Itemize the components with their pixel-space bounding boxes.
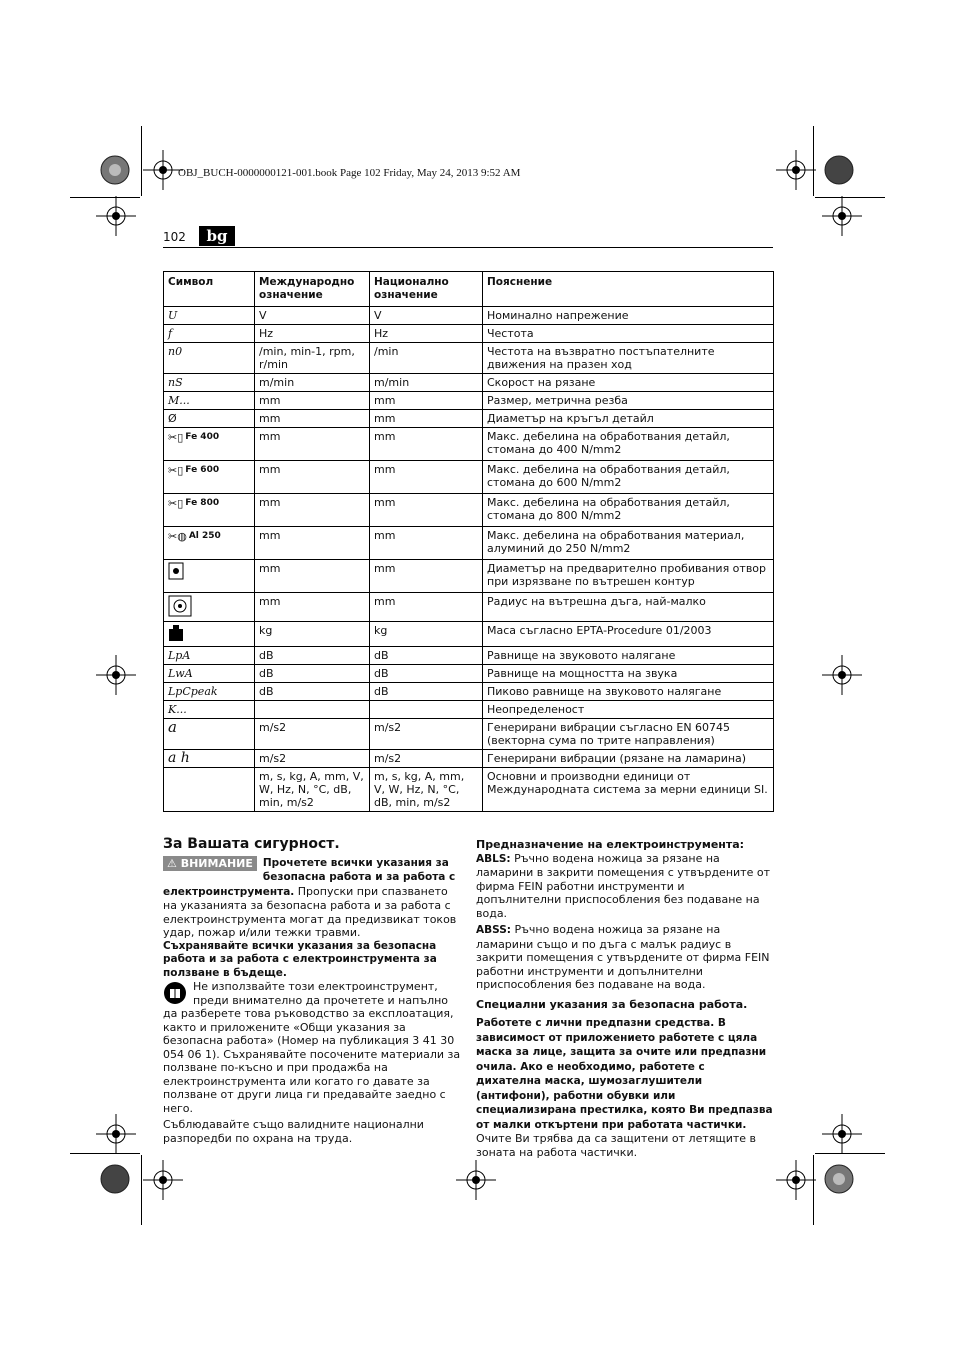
table-row: [164, 683, 774, 701]
desc-cell: Честота: [483, 325, 774, 343]
desc-cell: Неопределеност: [483, 701, 774, 719]
nat-cell: Hz: [370, 325, 483, 343]
symbol-cell: ✂▯ Fe 800: [164, 494, 255, 527]
nat-cell: m/s2: [370, 750, 483, 768]
symbol-cell: U: [164, 307, 255, 325]
sheet-steel-icon: ✂▯: [168, 430, 184, 444]
curve-radius-icon: [168, 595, 192, 617]
symbol-cell: ✂◍ Al 250: [164, 527, 255, 560]
desc-cell: Генерирани вибрации (рязане на ламарина): [483, 750, 774, 768]
abls-paragraph: ABLS: Ръчно водена ножица за рязане на ламарини в закрити помещения с утвърдените от фирма FEIN работни инструменти и допълнителни приспособления без подаване на вода.: [476, 851, 770, 920]
registration-mark: [96, 196, 136, 236]
symbol-cell: [164, 560, 255, 593]
table-row: [164, 719, 774, 750]
table-row: [164, 307, 774, 325]
purpose-section: [476, 838, 773, 1159]
table-row: [164, 701, 774, 719]
sheet-steel-icon: ✂▯: [168, 496, 184, 510]
regulations-paragraph: Съблюдавайте също валидните национални разпоредби по охрана на труда.: [163, 1118, 424, 1145]
desc-cell: Основни и производни единици от Международната система за мерни единици SI.: [483, 768, 774, 812]
page-number: 102: [163, 230, 186, 244]
manual-paragraph: Не използвайте този електроинструмент, преди внимателно да прочетете и напълно да разберете това ръководство за експлоатация, както и приложените «Общи указания за безопасна работа» (Номер на публикация 3 41 30 054 06 1). Съхранявайте посочените материали за ползване по-късно и при продажба на електроинструмента или когато го давате за ползване от други лица ги предавайте заедно с него.: [163, 980, 461, 1115]
intl-cell: m/s2: [255, 750, 370, 768]
intl-cell: mm: [255, 593, 370, 622]
warning-badge: ⚠ ВНИМАНИЕ: [163, 856, 257, 872]
desc-cell: Номинално напрежение: [483, 307, 774, 325]
table-row: [164, 461, 774, 494]
header-rule: [163, 247, 773, 248]
intl-cell: mm: [255, 410, 370, 428]
table-row: [164, 374, 774, 392]
nat-cell: dB: [370, 665, 483, 683]
registration-mark: [822, 196, 862, 236]
nat-cell: V: [370, 307, 483, 325]
crop-mark: [141, 126, 142, 196]
intl-cell: dB: [255, 665, 370, 683]
color-target-icon: [100, 155, 130, 185]
registration-mark: [776, 150, 816, 190]
symbol-cell: [164, 593, 255, 622]
intl-cell: mm: [255, 461, 370, 494]
intl-cell: dB: [255, 683, 370, 701]
desc-cell: Равнище на звуковото налягане: [483, 647, 774, 665]
nat-cell: mm: [370, 461, 483, 494]
color-target-icon: [824, 1164, 854, 1194]
nat-cell: /min: [370, 343, 483, 374]
symbol-cell: a: [164, 719, 255, 750]
intl-cell: mm: [255, 392, 370, 410]
special-title: Специални указания за безопасна работа.: [476, 997, 748, 1011]
desc-cell: Равнище на мощността на звука: [483, 665, 774, 683]
desc-cell: Макс. дебелина на обработвания детайл, стомана до 400 N/mm2: [483, 428, 774, 461]
nat-cell: mm: [370, 560, 483, 593]
nat-cell: mm: [370, 410, 483, 428]
symbol-cell: [164, 622, 255, 647]
desc-cell: Честота на възвратно постъпателните движения на празен ход: [483, 343, 774, 374]
desc-cell: Размер, метрична резба: [483, 392, 774, 410]
warning-paragraph: ⚠ ВНИМАНИЕ Прочетете всички указания за безопасна работа и за работа с електроинструмента. Пропуски при спазването на указанията за безопасна работа и за работа с електроинструмента могат да предизвикат токов удар, пожар и/или тежки травми.: [163, 856, 457, 939]
table-row: [164, 593, 774, 622]
table-row: [164, 428, 774, 461]
desc-cell: Пиково равнище на звуковото налягане: [483, 683, 774, 701]
symbol-cell: LpA: [164, 647, 255, 665]
intl-cell: m, s, kg, A, mm, V, W, Hz, N, °C, dB, min, m/s2: [255, 768, 370, 812]
desc-cell: Скорост на рязане: [483, 374, 774, 392]
intl-cell: V: [255, 307, 370, 325]
registration-mark: [96, 1114, 136, 1154]
symbol-cell: Ø: [164, 410, 255, 428]
sheet-steel-icon: ✂▯: [168, 463, 184, 477]
intl-cell: Hz: [255, 325, 370, 343]
intl-cell: mm: [255, 428, 370, 461]
nat-cell: m/min: [370, 374, 483, 392]
pre-drilled-hole-icon: [168, 562, 184, 580]
symbol-cell: a h: [164, 750, 255, 768]
symbol-cell: LwA: [164, 665, 255, 683]
symbol-cell: K...: [164, 701, 255, 719]
registration-mark: [143, 150, 183, 190]
table-row: [164, 647, 774, 665]
read-manual-icon: [163, 981, 187, 1005]
nat-cell: mm: [370, 593, 483, 622]
purpose-title: Предназначение на електроинструмента:: [476, 838, 745, 851]
language-badge: bg: [199, 226, 235, 246]
sheet-aluminium-icon: ✂◍: [168, 529, 187, 543]
table-row: [164, 768, 774, 812]
registration-mark: [143, 1160, 183, 1200]
table-row: [164, 750, 774, 768]
symbol-cell: nS: [164, 374, 255, 392]
registration-mark: [822, 1114, 862, 1154]
intl-cell: [255, 701, 370, 719]
table-row: [164, 494, 774, 527]
table-row: [164, 410, 774, 428]
table-header-row: [164, 272, 774, 307]
nat-cell: mm: [370, 392, 483, 410]
symbol-cell: n0: [164, 343, 255, 374]
safety-section: [163, 838, 461, 1145]
intl-cell: mm: [255, 494, 370, 527]
nat-cell: m/s2: [370, 719, 483, 750]
symbol-cell: f: [164, 325, 255, 343]
nat-cell: [370, 701, 483, 719]
intl-cell: m/min: [255, 374, 370, 392]
intl-cell: /min, min-1, rpm, r/min: [255, 343, 370, 374]
nat-cell: dB: [370, 647, 483, 665]
registration-mark: [822, 655, 862, 695]
desc-cell: Генерирани вибрации съгласно EN 60745 (векторна сума по трите направления): [483, 719, 774, 750]
color-target-icon: [824, 155, 854, 185]
special-paragraph: Работете с лични предпазни средства. В зависимост от приложението работете с цяла маска за лице, защита за очите или предпазни очила. Ако е необходимо, работете с дихателна маска, шумозаглушители (антифони), работни обувки или специализирана престилка, която Ви предпазва от малки откъртени при работата частички. Очите Ви трябва да са защитени от летящите в зоната на работа частички.: [476, 1017, 773, 1159]
desc-cell: Макс. дебелина на обработвания материал, алуминий до 250 N/mm2: [483, 527, 774, 560]
symbol-cell: M...: [164, 392, 255, 410]
registration-mark: [96, 655, 136, 695]
desc-cell: Макс. дебелина на обработвания детайл, стомана до 600 N/mm2: [483, 461, 774, 494]
nat-cell: dB: [370, 683, 483, 701]
table-row: [164, 665, 774, 683]
section-title: За Вашата сигурност.: [163, 836, 340, 852]
column-header: Символ: [164, 272, 255, 307]
table-row: [164, 622, 774, 647]
desc-cell: Диаметър на кръгъл детайл: [483, 410, 774, 428]
intl-cell: kg: [255, 622, 370, 647]
symbol-cell: [164, 768, 255, 812]
table-row: [164, 560, 774, 593]
column-header: Пояснение: [483, 272, 774, 307]
symbol-cell: LpCpeak: [164, 683, 255, 701]
desc-cell: Маса съгласно EPTA-Procedure 01/2003: [483, 622, 774, 647]
table-row: [164, 392, 774, 410]
nat-cell: m, s, kg, A, mm, V, W, Hz, N, °C, dB, min, m/s2: [370, 768, 483, 812]
book-header: OBJ_BUCH-0000000121-001.book Page 102 Friday, May 24, 2013 9:52 AM: [178, 167, 521, 179]
desc-cell: Радиус на вътрешна дъга, най-малко: [483, 593, 774, 622]
symbol-cell: ✂▯ Fe 600: [164, 461, 255, 494]
nat-cell: kg: [370, 622, 483, 647]
intl-cell: mm: [255, 527, 370, 560]
column-header: Национално означение: [370, 272, 483, 307]
abss-paragraph: ABSS: Ръчно водена ножица за рязане на ламарини също и по дъга с малък радиус в закрити помещения с утвърдените от фирма FEIN работни инструменти и допълнителни приспособления без подаване на вода.: [476, 923, 770, 991]
desc-cell: Диаметър на предварително пробивания отвор при изрязване по вътрешен контур: [483, 560, 774, 593]
color-target-icon: [100, 1164, 130, 1194]
intl-cell: dB: [255, 647, 370, 665]
registration-mark: [456, 1160, 496, 1200]
keep-instructions: Съхранявайте всички указания за безопасна работа и за работа с електроинструмента за ползване в бъдеще.: [163, 939, 437, 979]
symbol-cell: ✂▯ Fe 400: [164, 428, 255, 461]
intl-cell: mm: [255, 560, 370, 593]
intl-cell: m/s2: [255, 719, 370, 750]
nat-cell: mm: [370, 527, 483, 560]
crop-mark: [141, 1155, 142, 1225]
registration-mark: [776, 1160, 816, 1200]
nat-cell: mm: [370, 494, 483, 527]
table-row: [164, 527, 774, 560]
table-row: [164, 325, 774, 343]
symbol-table: [163, 271, 774, 812]
column-header: Международно означение: [255, 272, 370, 307]
table-row: [164, 343, 774, 374]
desc-cell: Макс. дебелина на обработвания детайл, стомана до 800 N/mm2: [483, 494, 774, 527]
weight-icon: [168, 624, 184, 642]
nat-cell: mm: [370, 428, 483, 461]
